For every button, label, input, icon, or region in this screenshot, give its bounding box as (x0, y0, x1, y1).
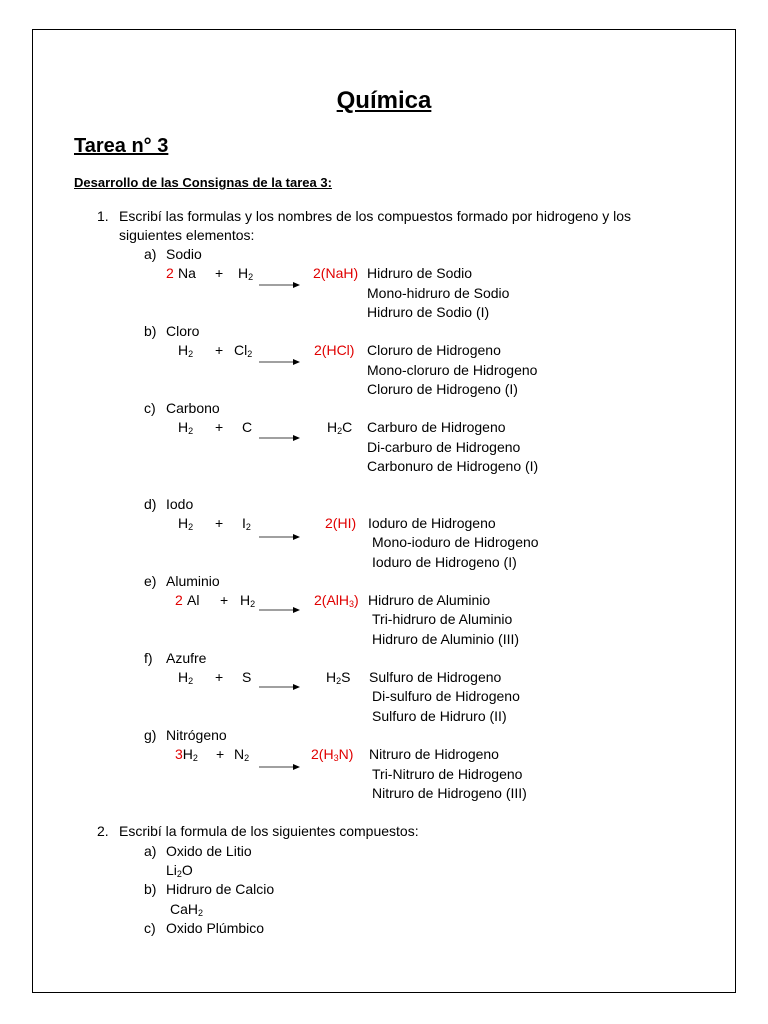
reaction-arrow-icon (259, 763, 301, 771)
item-f-letter: f) (144, 650, 153, 666)
reaction-arrow-icon (259, 606, 301, 614)
item-g-product: $2(H_3N)$ (311, 746, 354, 763)
item-d-name-2: Mono-ioduro de Hidrogeno (372, 534, 539, 550)
item-f-plus: + (215, 669, 224, 685)
item-c-product: $H_2C$ (327, 419, 353, 436)
q2-item-a-letter: a) (144, 843, 157, 859)
item-a-name-3: Hidruro de Sodio (I) (367, 304, 490, 320)
item-f-name-2: Di-sulfuro de Hidrogeno (372, 688, 520, 704)
coefficient: 2 (166, 265, 174, 281)
q2-item-a-formula: $Li_2O$ (166, 862, 193, 879)
q2-item-b-formula: CaH$_2$ (170, 901, 204, 918)
item-e-plus: + (220, 592, 229, 608)
item-b-name-2: Mono-cloruro de Hidrogeno (367, 362, 538, 378)
item-a-reactant1: Na (178, 265, 196, 281)
item-d-element: Iodo (166, 496, 194, 512)
item-b-plus: + (215, 342, 224, 358)
item-e-name-2: Tri-hidruro de Aluminio (372, 611, 513, 627)
item-e-reactant-coefficient: 2 (175, 592, 183, 608)
item-b-name-1: Cloruro de Hidrogeno (367, 342, 501, 358)
item-f-reactant1: $H_2$ (178, 669, 194, 686)
item-f-name-1: Sulfuro de Hidrogeno (369, 669, 502, 685)
item-b-name-3: Cloruro de Hidrogeno (I) (367, 381, 518, 397)
item-d-reactant1: $H_2$ (178, 515, 194, 532)
item-e-element: Aluminio (166, 573, 220, 589)
reaction-arrow-icon (259, 358, 301, 366)
q1-number: 1. (97, 208, 109, 224)
q1-text-line1: Escribí las formulas y los nombres de los compuestos formado por hidrogeno y los (119, 208, 632, 224)
q2-item-b-letter: b) (144, 881, 157, 897)
item-b-product: 2(HCl) (314, 342, 355, 358)
item-g-name-2: Tri-Nitruro de Hidrogeno (372, 766, 523, 782)
q2-item-c-letter: c) (144, 920, 156, 936)
item-d-name-1: Ioduro de Hidrogeno (368, 515, 496, 531)
task-title: Tarea n° 3 (74, 135, 169, 157)
section-heading: Desarrollo de las Consignas de la tarea 3: (74, 175, 332, 190)
item-g-plus: + (216, 746, 225, 762)
item-b-reactant1: $H_2$ (178, 342, 194, 359)
item-a-letter: a) (144, 246, 157, 262)
item-e-name-3: Hidruro de Aluminio (III) (372, 631, 520, 647)
item-f-name-3: Sulfuro de Hidruro (II) (372, 708, 507, 724)
item-e-name-1: Hidruro de Aluminio (368, 592, 491, 608)
item-g-name-1: Nitruro de Hidrogeno (369, 746, 499, 762)
item-f-product: $H_2S$ (326, 669, 351, 686)
reaction-arrow-icon (259, 683, 301, 691)
item-a-reactant2: $H_2$ (238, 265, 254, 282)
item-d-product: 2(HI) (325, 515, 357, 531)
reaction-arrow-icon (259, 533, 301, 541)
item-g-reactant1: $3H_2$ (175, 746, 198, 763)
reaction-arrow-icon (259, 281, 301, 289)
item-c-letter: c) (144, 400, 156, 416)
q2-item-a-name: Oxido de Litio (166, 843, 252, 859)
page-title: Química (336, 87, 432, 114)
item-d-reactant2: $I_2$ (242, 515, 251, 532)
item-a-element: Sodio (166, 246, 202, 262)
item-a-name-1: Hidruro de Sodio (367, 265, 473, 281)
q2-item-b-name: Hidruro de Calcio (166, 881, 275, 897)
item-b-element: Cloro (166, 323, 200, 339)
item-c-plus: + (215, 419, 224, 435)
item-c-reactant2: C (242, 419, 253, 435)
q2-text: Escribí la formula de los siguientes compuestos: (119, 823, 419, 839)
item-a-name-2: Mono-hidruro de Sodio (367, 285, 510, 301)
item-b-reactant2: $Cl_2$ (234, 342, 253, 359)
item-d-plus: + (215, 515, 224, 531)
item-c-reactant1: $H_2$ (178, 419, 194, 436)
q1-text-line2: siguientes elementos: (119, 227, 255, 243)
item-c-name-2: Di-carburo de Hidrogeno (367, 439, 521, 455)
item-g-reactant2: $N_2$ (234, 746, 250, 763)
item-a-product: 2(NaH) (313, 265, 359, 281)
item-c-name-1: Carburo de Hidrogeno (367, 419, 506, 435)
item-c-element: Carbono (166, 400, 220, 416)
item-e-reactant1: Al (187, 592, 200, 608)
item-e-reactant2: $H_2$ (240, 592, 256, 609)
item-d-name-3: Ioduro de Hidrogeno (I) (372, 554, 517, 570)
item-g-element: Nitrógeno (166, 727, 227, 743)
item-e-letter: e) (144, 573, 157, 589)
item-e-product: 2(AlH$_3$) (314, 592, 359, 609)
item-d-letter: d) (144, 496, 157, 512)
reaction-arrow-icon (259, 434, 301, 442)
item-a-plus: + (215, 265, 224, 281)
item-g-letter: g) (144, 727, 157, 743)
item-f-reactant2: S (242, 669, 252, 685)
item-c-name-3: Carbonuro de Hidrogeno (I) (367, 458, 539, 474)
q2-item-c-name: Oxido Plúmbico (166, 920, 265, 936)
item-g-name-3: Nitruro de Hidrogeno (III) (372, 785, 527, 801)
item-b-letter: b) (144, 323, 157, 339)
item-a-reactant-coefficient (166, 264, 174, 282)
item-f-element: Azufre (166, 650, 207, 666)
q2-number: 2. (97, 823, 109, 839)
